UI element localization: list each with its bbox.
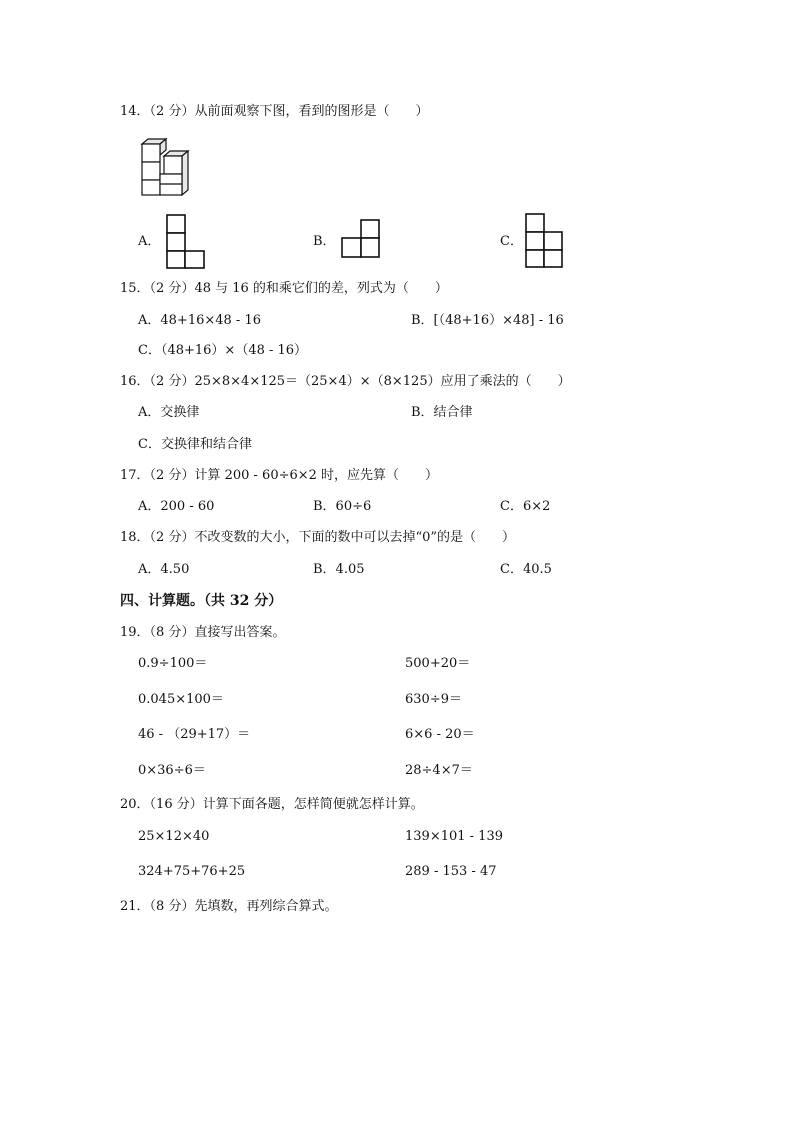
q14-cube-stack-figure	[136, 138, 196, 202]
q16-option-a: A．交换律	[138, 405, 200, 420]
q14-option-c-label: C．	[500, 234, 523, 249]
q15-option-b: B．[（48+16）×48] - 16	[411, 313, 564, 328]
q20-text: 20．（16 分）计算下面各题，怎样简便就怎样计算。	[120, 797, 424, 812]
q16-option-c: C．交换律和结合律	[138, 437, 252, 452]
q18-option-a: A．4.50	[138, 562, 190, 577]
q18-option-b: B．4.05	[313, 562, 365, 577]
q19-item: 0×36÷6＝	[138, 763, 206, 778]
q17-option-b: B．60÷6	[313, 499, 372, 514]
section-heading: 四、计算题。（共 32 分）	[120, 593, 283, 609]
q19-item: 500+20＝	[405, 656, 471, 671]
q15-option-c: C．（48+16）×（48 - 16）	[138, 343, 308, 358]
q20-item: 25×12×40	[138, 829, 210, 844]
q14-option-b-label: B．	[313, 234, 336, 249]
q14-option-b-figure	[341, 219, 381, 259]
q16-text: 16．（2 分）25×8×4×125＝（25×4）×（8×125）应用了乘法的（ ）	[120, 374, 571, 389]
q20-item: 289 - 153 - 47	[405, 864, 497, 879]
q18-text: 18．（2 分）不改变数的大小，下面的数中可以去掉“0”的是（ ）	[120, 530, 516, 545]
q20-item: 324+75+76+25	[138, 864, 246, 879]
q19-item: 6×6 - 20＝	[405, 727, 475, 742]
q14-option-a-label: A．	[138, 234, 161, 249]
q21-text: 21．（8 分）先填数，再列综合算式。	[120, 899, 338, 914]
q18-option-c: C．40.5	[500, 562, 552, 577]
q14-text: 14．（2 分）从前面观察下图，看到的图形是（ ）	[120, 104, 429, 119]
q19-text: 19．（8 分）直接写出答案。	[120, 625, 286, 640]
q17-option-c: C．6×2	[500, 499, 551, 514]
q19-item: 0.045×100＝	[138, 692, 224, 707]
q14-option-a-figure	[166, 214, 206, 270]
q19-item: 28÷4×7＝	[405, 763, 473, 778]
q15-text: 15．（2 分）48 与 16 的和乘它们的差，列式为（ ）	[120, 281, 448, 296]
q17-option-a: A．200 - 60	[138, 499, 215, 514]
q15-option-a: A．48+16×48 - 16	[138, 313, 261, 328]
q17-text: 17．（2 分）计算 200 - 60÷6×2 时，应先算（ ）	[120, 468, 439, 483]
q19-item: 0.9÷100＝	[138, 656, 208, 671]
q14-option-c-figure	[525, 213, 565, 269]
q20-item: 139×101 - 139	[405, 829, 503, 844]
q19-item: 630÷9＝	[405, 692, 462, 707]
q19-item: 46 - （29+17）＝	[138, 727, 251, 742]
q16-option-b: B．结合律	[411, 405, 473, 420]
